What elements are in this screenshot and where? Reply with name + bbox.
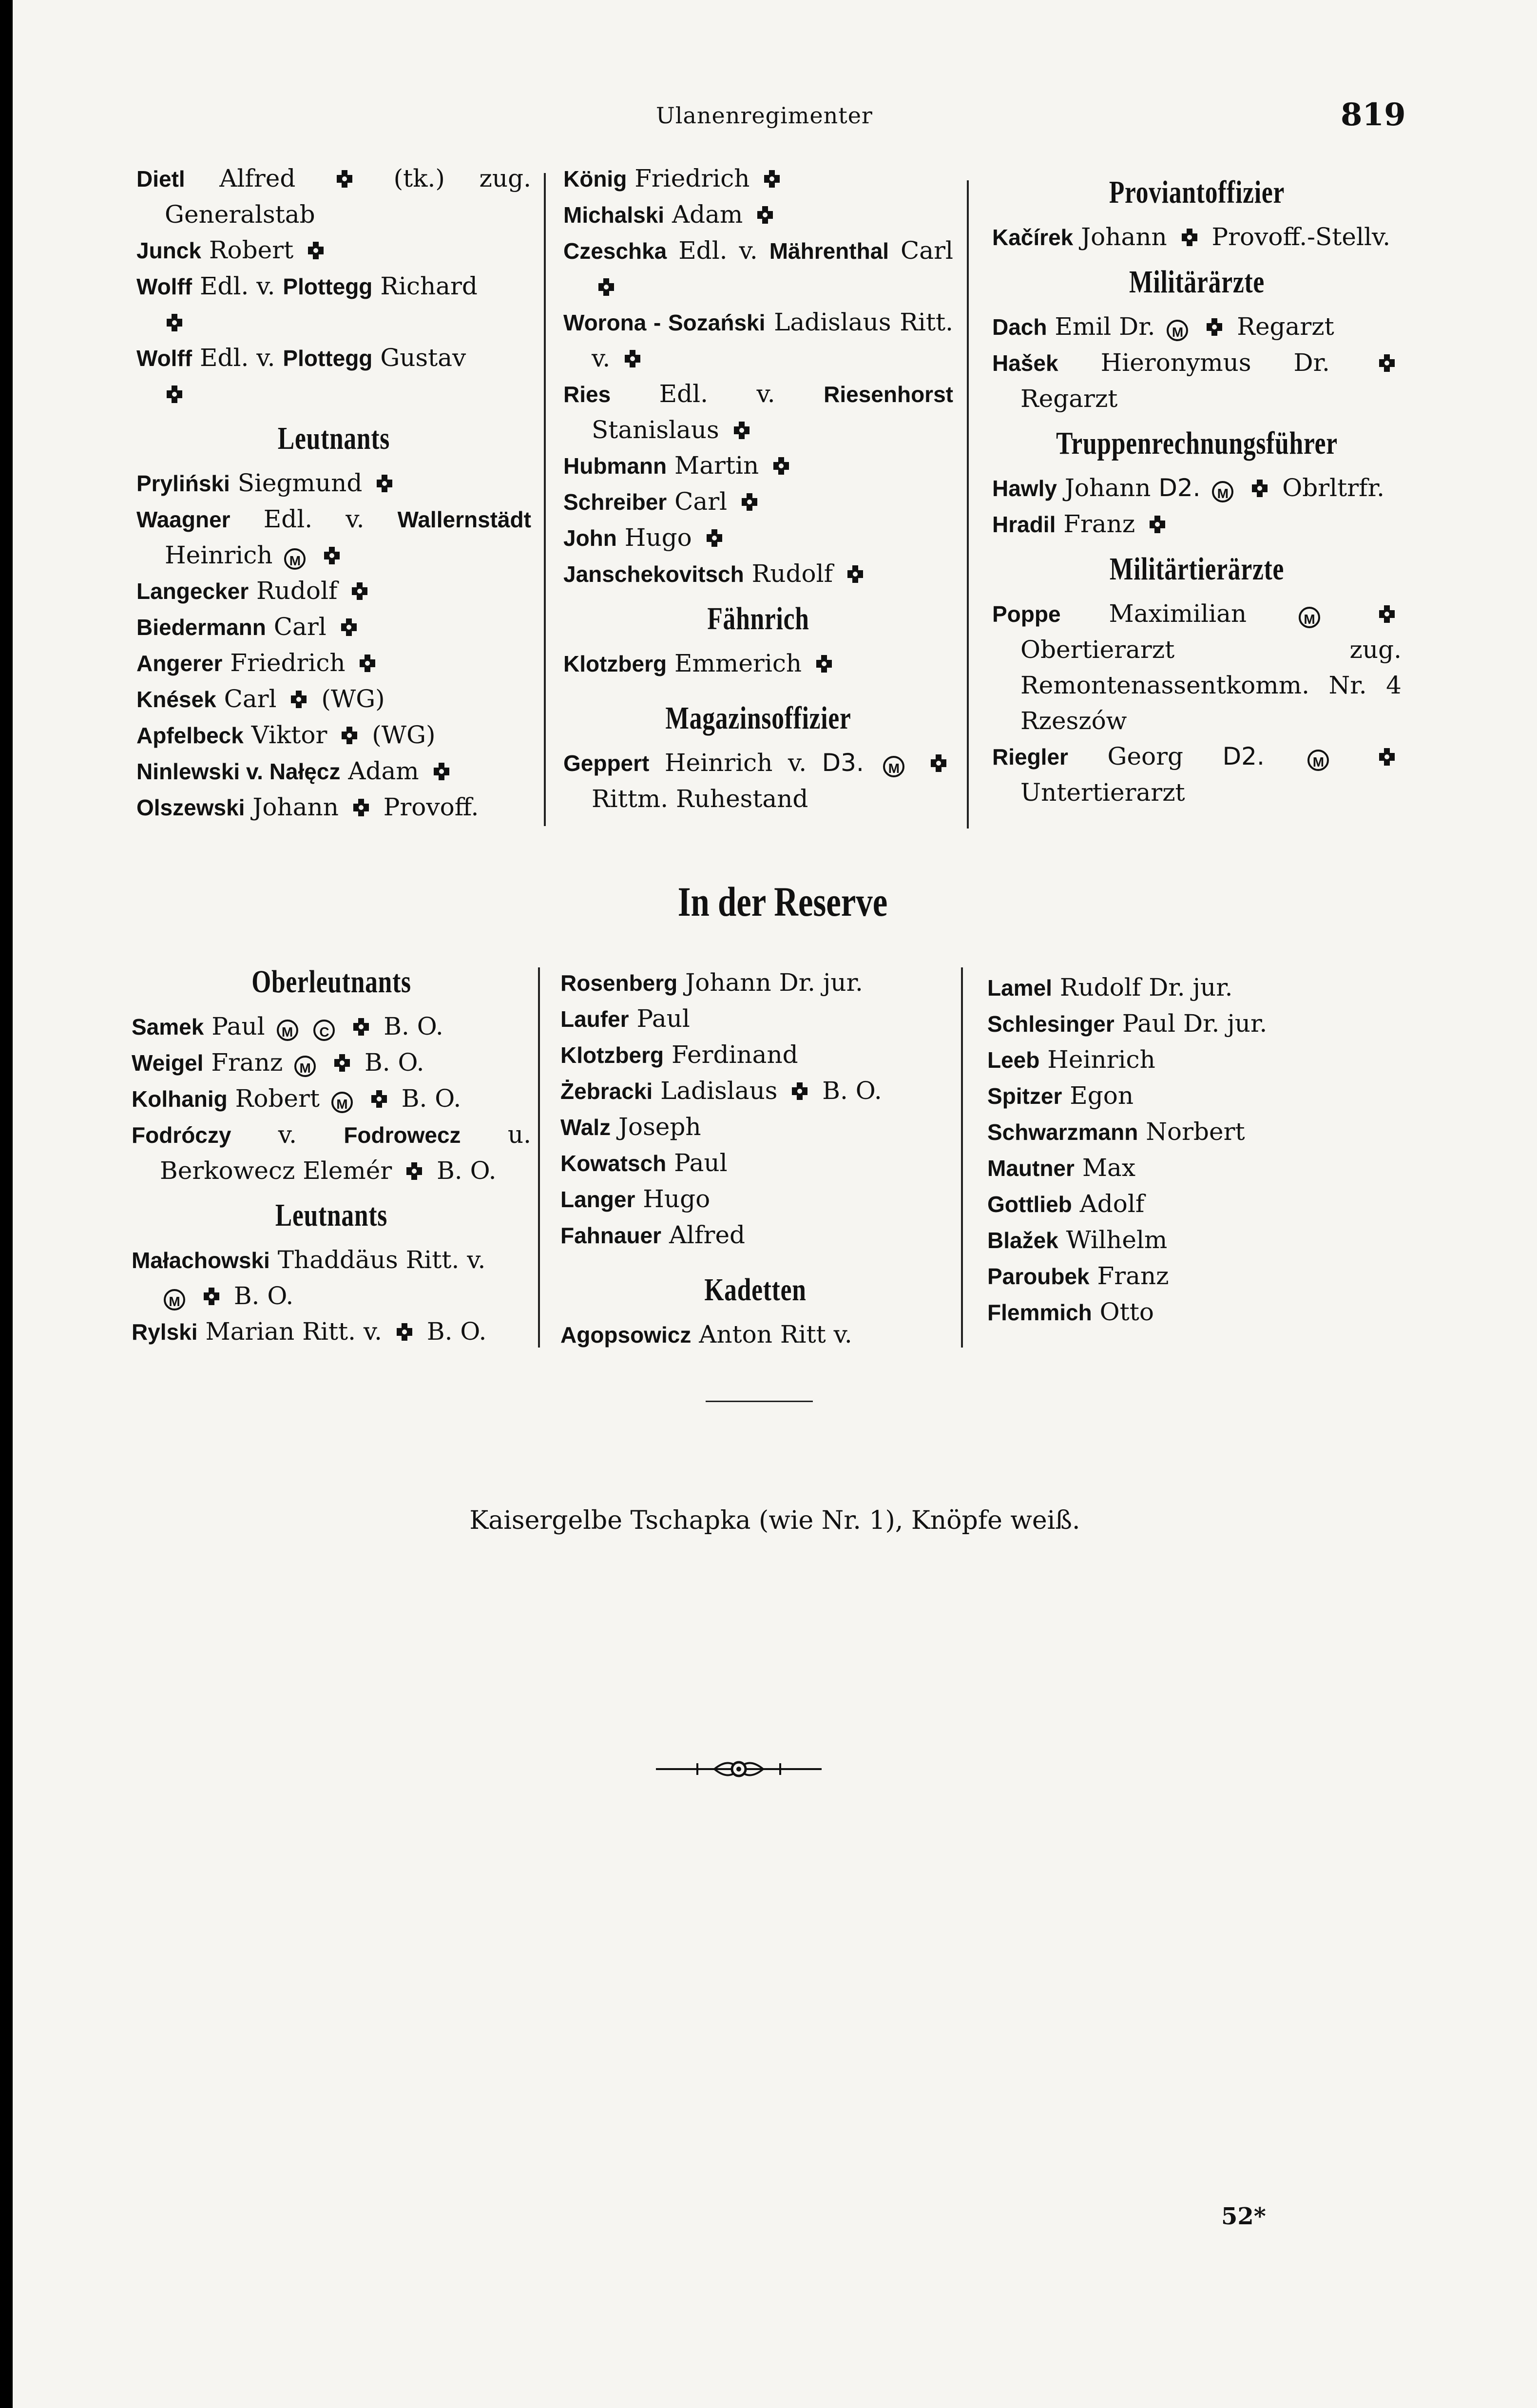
cross-icon: [339, 617, 359, 637]
list-item: Schreiber Carl: [563, 484, 953, 520]
list-item: Biedermann Carl: [136, 609, 531, 645]
cross-icon: [740, 492, 759, 512]
cross-icon: [432, 762, 451, 781]
cross-icon: [762, 169, 782, 189]
list-item: Olszewski Johann Provoff.: [136, 793, 479, 821]
cross-icon: [375, 474, 394, 493]
list-item: Wolff Edl. v. Plottegg Gustav: [136, 340, 531, 412]
page-number: 819: [1341, 96, 1406, 133]
cross-icon: [340, 726, 359, 745]
running-header: Ulanenregimenter: [656, 102, 873, 129]
section-heading: Proviantoffizier: [1109, 174, 1285, 210]
section-heading: Truppenrechnungsführer: [1056, 425, 1338, 461]
reserve-heading: In der Reserve: [677, 878, 888, 925]
list-item: Fodróczy v. Fodrowecz u. Berkowecz Elemér B. O.: [132, 1120, 531, 1185]
uniform-note: Kaisergelbe Tschapka (wie Nr. 1), Knöpfe weiß.: [469, 1506, 1080, 1535]
badge-m-icon: M: [331, 1092, 353, 1113]
cross-icon: [755, 205, 775, 225]
cross-icon: [395, 1322, 414, 1342]
column-divider: [538, 967, 540, 1348]
list-item: Janschekovitsch Rudolf: [563, 556, 953, 592]
list-item: Schlesinger Paul Dr. jur.: [987, 1009, 1268, 1038]
cross-icon: [289, 690, 308, 709]
list-item: Hubmann Martin: [563, 448, 953, 484]
cross-icon: [306, 241, 326, 260]
list-item: Fahnauer Alfred: [560, 1221, 746, 1249]
cross-icon: [790, 1081, 809, 1101]
cross-icon: [358, 654, 377, 673]
cross-icon: [1377, 604, 1397, 624]
list-item: Wolff Edl. v. Plottegg Richard: [136, 269, 531, 340]
cross-icon: [596, 277, 616, 297]
list-item: Kowatsch Paul: [560, 1149, 728, 1177]
cross-icon: [1377, 353, 1397, 373]
ornament-divider-icon: [656, 1754, 822, 1784]
cross-icon: [1250, 479, 1269, 498]
list-item: Spitzer Egon: [987, 1081, 1134, 1110]
cross-icon: [351, 798, 371, 817]
badge-m-icon: M: [277, 1020, 298, 1041]
list-item: Paroubek Franz: [987, 1262, 1169, 1290]
cross-icon: [814, 654, 834, 674]
list-item: Junck Robert: [136, 232, 531, 269]
list-item: Weigel Franz M B. O.: [132, 1048, 424, 1077]
list-item: Ninlewski v. Nałęcz Adam: [136, 753, 531, 790]
list-item: Waagner Edl. v. Wallernstädt Heinrich M: [136, 505, 531, 569]
cross-icon: [332, 1053, 352, 1073]
list-item: Hašek Hieronymus Dr. Regarzt: [992, 345, 1402, 417]
cross-icon: [732, 421, 751, 440]
section-heading: Oberleutnants: [251, 964, 411, 1000]
list-item: Agopsowicz Anton Ritt v.: [560, 1320, 852, 1348]
cross-icon: [202, 1287, 221, 1306]
list-item: Czeschka Edl. v. Mährenthal Carl: [563, 233, 953, 305]
column-divider: [961, 967, 963, 1348]
cross-icon: [1377, 747, 1397, 767]
list-item: Geppert Heinrich v. D3. M Rittm. Ruhestand: [563, 745, 953, 817]
column-divider: [967, 180, 969, 828]
badge-m-icon: M: [883, 756, 904, 777]
list-item: Dietl Alfred (tk.) zug. Generalstab: [136, 164, 531, 229]
list-item: Samek Paul M C B. O.: [132, 1012, 443, 1040]
cross-icon: [1205, 317, 1224, 337]
list-item: Mautner Max: [987, 1154, 1136, 1182]
cross-icon: [335, 169, 354, 189]
cross-icon: [369, 1089, 389, 1109]
cross-icon: [771, 456, 791, 476]
cross-icon: [1180, 228, 1199, 247]
cross-icon: [165, 385, 184, 404]
list-item: Gottlieb Adolf: [987, 1190, 1145, 1218]
badge-m-icon: M: [294, 1056, 316, 1077]
page: [13, 0, 1537, 2408]
badge-m-icon: M: [1307, 750, 1329, 771]
badge-m-icon: M: [1299, 607, 1320, 628]
top-column-1: [136, 161, 531, 826]
list-item: Langer Hugo: [560, 1185, 711, 1213]
list-item: Kačírek Johann Provoff.-Stellv.: [992, 223, 1391, 251]
list-item: Lamel Rudolf Dr. jur.: [987, 973, 1233, 1002]
list-item: Langecker Rudolf: [136, 573, 531, 609]
cross-icon: [929, 753, 948, 773]
signature-mark: 52*: [1221, 2203, 1266, 2230]
list-item: Hawly Johann D2. M Obrltrfr.: [992, 474, 1384, 502]
cross-icon: [845, 564, 865, 584]
list-item: Worona - Sozański Ladislaus Ritt. v.: [563, 308, 953, 372]
list-item: Małachowski Thaddäus Ritt. v. M B. O.: [132, 1246, 486, 1310]
cross-icon: [623, 349, 642, 368]
cross-icon: [1148, 515, 1167, 534]
list-item: Hradil Franz: [992, 506, 1402, 542]
list-item: König Friedrich: [563, 161, 953, 197]
list-item: Dach Emil Dr. M Regarzt: [992, 312, 1334, 341]
cross-icon: [351, 1017, 371, 1037]
list-item: Klotzberg Ferdinand: [560, 1040, 798, 1069]
list-item: Knések Carl (WG): [136, 685, 385, 713]
cross-icon: [705, 528, 724, 548]
list-item: Kolhanig Robert M B. O.: [132, 1084, 461, 1113]
section-heading: Leutnants: [275, 1197, 388, 1233]
horizontal-rule: [706, 1401, 813, 1402]
list-item: Poppe Maximilian M Obertierarzt zug. Remontenassentkomm. Nr. 4 Rzeszów: [992, 599, 1402, 735]
section-heading: Magazinsoffizier: [665, 700, 851, 736]
list-item: Żebracki Ladislaus B. O.: [560, 1077, 882, 1105]
list-item: Leeb Heinrich: [987, 1045, 1155, 1074]
badge-c-icon: C: [313, 1020, 335, 1041]
list-item: Schwarzmann Norbert: [987, 1117, 1245, 1146]
section-heading: Leutnants: [277, 421, 390, 456]
cross-icon: [165, 313, 184, 332]
reserve-column-1: [132, 955, 531, 1350]
list-item: Michalski Adam: [563, 197, 953, 233]
badge-m-icon: M: [1212, 481, 1233, 502]
list-item: Ries Edl. v. Riesenhorst Stanislaus: [563, 380, 953, 444]
top-column-2: [563, 161, 953, 817]
list-item: Klotzberg Emmerich: [563, 646, 953, 682]
cross-icon: [322, 546, 342, 565]
list-item: Rylski Marian Ritt. v. B. O.: [132, 1317, 487, 1346]
list-item: Pryliński Siegmund: [136, 465, 531, 501]
reserve-column-2: [560, 965, 950, 1353]
top-column-3: [992, 166, 1402, 810]
badge-m-icon: M: [1167, 320, 1188, 341]
badge-m-icon: M: [164, 1289, 185, 1310]
list-item: Flemmich Otto: [987, 1298, 1154, 1326]
cross-icon: [404, 1161, 424, 1181]
badge-m-icon: M: [284, 548, 306, 570]
list-item: Blažek Wilhelm: [987, 1226, 1168, 1254]
section-heading: Militärärzte: [1129, 264, 1265, 300]
list-item: Riegler Georg D2. M Untertierarzt: [992, 739, 1402, 810]
cross-icon: [350, 581, 369, 601]
section-heading: Fähnrich: [707, 601, 809, 636]
section-heading: Kadetten: [704, 1272, 807, 1308]
list-item: Rosenberg Johann Dr. jur.: [560, 968, 863, 997]
column-divider: [544, 173, 546, 826]
reserve-column-3: [987, 970, 1387, 1330]
list-item: Walz Joseph: [560, 1113, 701, 1141]
list-item: Laufer Paul: [560, 1004, 690, 1033]
list-item: John Hugo: [563, 520, 953, 556]
list-item: Angerer Friedrich: [136, 645, 531, 681]
section-heading: Militärtierärzte: [1109, 551, 1285, 587]
list-item: Apfelbeck Viktor (WG): [136, 721, 436, 749]
